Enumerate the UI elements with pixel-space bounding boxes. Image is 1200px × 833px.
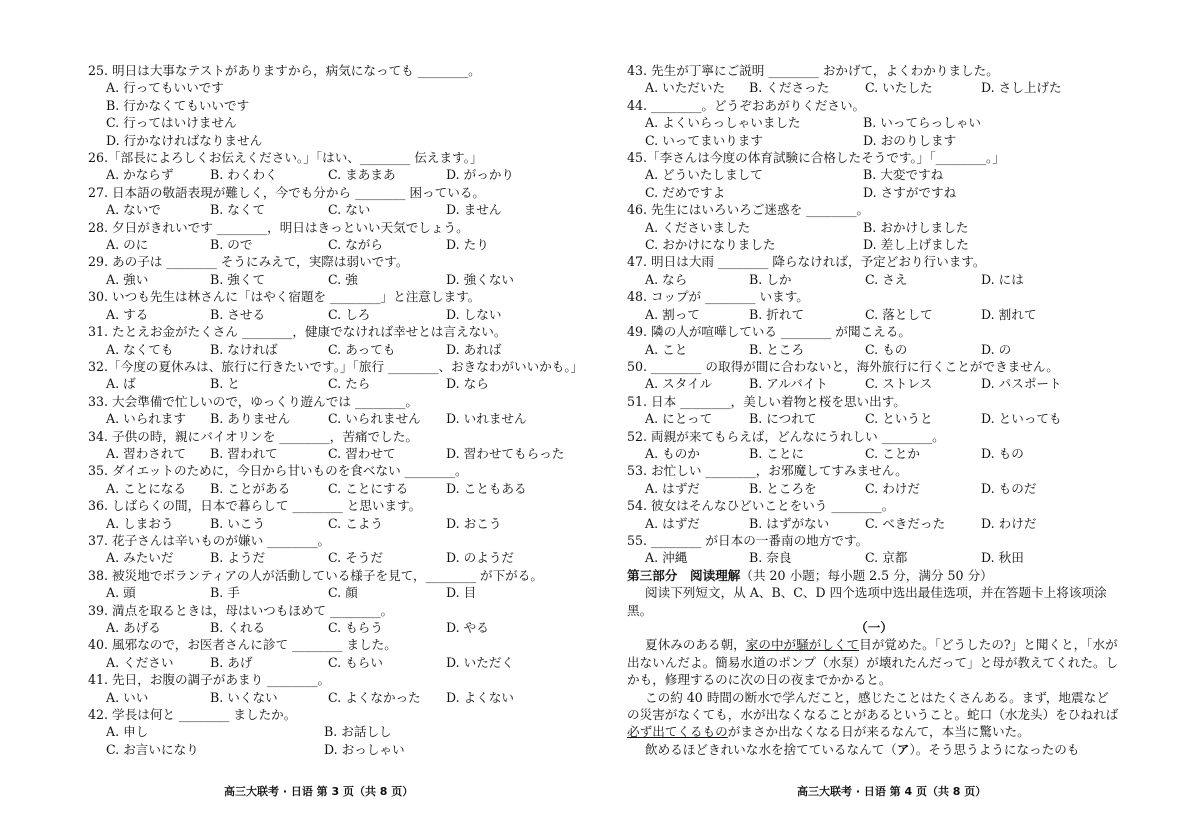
answer-option: C. 京都	[865, 550, 908, 566]
left-page	[88, 62, 588, 758]
answer-option: B. ので	[210, 237, 253, 253]
answer-option: D. さすがですね	[863, 184, 957, 200]
left-page-footer: 高三大联考 · 日语 第 3 页（共 8 页）	[224, 785, 414, 798]
answer-option: D. もの	[981, 445, 1024, 461]
answer-option: C. たら	[328, 376, 371, 392]
answer-option: C. もらう	[328, 620, 383, 635]
question-stem: 37. 花子さんは辛いものが嫌い ________。	[88, 532, 331, 548]
passage-text: 目が覚めた。「どうしたの?」と聞くと，「水が出ないんだよ。簡易水道のポンプ（水泵）が壊れたんだって」と母が教えてくれた。しかも，修理するのに次の日の夜までかかると。	[627, 637, 1119, 688]
answer-option: C. べきだった	[865, 515, 946, 531]
answer-option: C. もらい	[328, 654, 383, 670]
answer-option: A. どういたしまして	[645, 167, 763, 183]
answer-options-row	[88, 375, 588, 392]
answer-option: A. のに	[106, 237, 149, 253]
answer-option: C. こよう	[328, 515, 383, 531]
answer-option: A. いられます	[106, 411, 187, 427]
answer-option: D. 割れて	[981, 306, 1037, 322]
answer-option: B. 大変ですね	[863, 167, 944, 183]
answer-option: B. 強くて	[210, 271, 266, 287]
answer-option: D. がっかり	[446, 167, 515, 183]
answer-option: A. しまおう	[106, 515, 174, 531]
answer-option: B. なければ	[210, 341, 278, 357]
underlined-phrase: 家の中が騒がしくて	[745, 637, 860, 653]
section-title: 第三部分 阅读理解	[627, 567, 741, 583]
answer-option: B. ことに	[749, 445, 805, 461]
answer-options-row	[88, 689, 588, 706]
answer-option: C. さえ	[865, 271, 908, 287]
answer-option: D. パスポート	[981, 376, 1062, 392]
answer-options-row	[627, 480, 1121, 497]
answer-option: D. のようだ	[446, 550, 515, 566]
answer-option: D. おっしゃい	[324, 741, 405, 757]
answer-option: D. たり	[446, 237, 489, 253]
question-stem: 32.「今度の夏休みは、旅行に行きたいです。」「旅行 ________、おきなわがいいかも。」	[88, 358, 584, 374]
answer-option: B. いってらっしゃい	[863, 115, 982, 131]
answer-options-row	[88, 741, 588, 758]
question-stem: 40. 風邪なので，お医者さんに診て ________ ました。	[88, 637, 397, 653]
right-page-footer: 高三大联考 · 日语 第 4 页（共 8 页）	[797, 785, 987, 798]
answer-options-row	[627, 445, 1121, 462]
blank-marker: ア	[896, 741, 910, 757]
answer-options-row	[88, 480, 588, 497]
answer-option: B. あげ	[210, 654, 253, 670]
answer-option: C. 顔	[328, 585, 358, 601]
question-stem: 33. 大会準備で忙しいので，ゆっくり遊んでは ________。	[88, 393, 418, 409]
answer-option: C. もの	[865, 341, 908, 357]
section-note: （共 20 小题；每小题 2.5 分，满分 50 分）	[740, 567, 993, 583]
answer-option: C. まあまあ	[328, 167, 396, 183]
answer-options-row	[627, 184, 1121, 201]
answer-option: A. こと	[645, 341, 688, 357]
answer-option: A. 割って	[645, 306, 700, 322]
answer-options-row	[627, 549, 1121, 566]
answer-option: C. ことか	[865, 445, 920, 461]
question-stem: 47. 明日は大雨 ________ 降らなければ，予定どおり行います。	[627, 254, 986, 270]
passage-text: 飲めるほどきれいな水を捨てているなんて（	[645, 741, 897, 757]
answer-option: D. あれば	[446, 341, 502, 357]
answer-option: C. いたした	[865, 80, 933, 96]
answer-options-row	[88, 201, 588, 218]
answer-options-row	[88, 584, 588, 601]
answer-option: A. よくいらっしゃいました	[645, 115, 801, 131]
question-stem: 31. たとえお金がたくさん ________，健康でなければ幸せとは言えない。	[88, 324, 507, 340]
answer-option: D. ません	[446, 202, 502, 218]
answer-option: D. さし上げた	[981, 80, 1062, 96]
answer-option: A. ことになる	[106, 480, 187, 496]
answer-option: B. ありません	[210, 411, 291, 427]
answer-options-row	[88, 654, 588, 671]
answer-option: B. お話しし	[324, 724, 392, 740]
answer-option: A. かならず	[106, 167, 174, 183]
passage-title: （一）	[855, 620, 893, 635]
answer-option: B. 奈良	[749, 550, 792, 566]
question-stem: 53. お忙しい ________，お邪魔してすみません。	[627, 463, 908, 479]
answer-option: C. そうだ	[328, 550, 383, 566]
question-stem: 26.「部長によろしくお伝えください。」「はい、________ 伝えます。」	[88, 150, 483, 166]
answer-option: B. ところを	[749, 480, 817, 496]
answer-option: D. しない	[446, 306, 502, 322]
answer-option: A. いただいた	[645, 80, 726, 96]
answer-options-row	[88, 515, 588, 532]
answer-option: D. わけだ	[981, 515, 1037, 531]
question-stem: 27. 日本語の敬語表現が難しく，今でも分から ________ 困っている。	[88, 184, 486, 200]
answer-option: B. いくない	[210, 689, 278, 705]
answer-option: B. と	[210, 376, 240, 392]
question-stem: 50. ________ の取得が間に合わないと，海外旅行に行くことができません。	[627, 358, 1059, 374]
answer-options-row	[627, 219, 1121, 236]
answer-option: A. スタイル	[645, 376, 713, 392]
answer-option: C. 行ってはいけません	[106, 115, 237, 131]
underlined-phrase: 必ず出てくるもの	[627, 724, 728, 740]
answer-options-row	[627, 515, 1121, 532]
answer-option: A. 沖縄	[645, 550, 688, 566]
answer-option: C. あっても	[328, 341, 396, 357]
passage-paragraph-1	[627, 636, 1121, 688]
answer-option: C. いられません	[328, 411, 421, 427]
answer-option: B. ようだ	[210, 550, 266, 566]
answer-options-row	[627, 341, 1121, 358]
answer-option: D. おのりします	[863, 132, 957, 148]
answer-option: B. わくわく	[210, 167, 278, 183]
answer-option: B. させる	[210, 306, 266, 322]
answer-option: B. おかけしました	[863, 219, 969, 235]
answer-option: D. いただく	[446, 654, 515, 670]
passage-text: 夏休みのある朝，	[645, 637, 746, 653]
question-stem: 41. 先日，お腹の調子があまり ________。	[88, 672, 331, 688]
answer-options-row	[627, 79, 1121, 96]
answer-option: D. やる	[446, 620, 489, 635]
answer-option: B. ことがある	[210, 480, 291, 496]
question-stem: 51. 日本 ________，美しい着物と桜を思い出す。	[627, 393, 906, 409]
answer-options-row	[88, 445, 588, 462]
answer-options-row	[88, 271, 588, 288]
answer-options-row	[88, 166, 588, 183]
answer-option: B. くださった	[749, 80, 830, 96]
answer-option: D. 強くない	[446, 271, 515, 287]
answer-option: C. ながら	[328, 237, 383, 253]
answer-option: B. くれる	[210, 620, 266, 635]
answer-option: A. あげる	[106, 620, 161, 635]
answer-option: C. よくなかった	[328, 689, 421, 705]
answer-option: C. 落として	[865, 306, 933, 322]
answer-option: A. 申し	[106, 724, 149, 740]
answer-option: C. お言いになり	[106, 741, 199, 757]
answer-option: B. 手	[210, 585, 240, 601]
question-stem: 25. 明日は大事なテストがありますから，病気になっても ________。	[88, 63, 481, 78]
answer-option: B. アルバイト	[749, 376, 828, 392]
answer-option: A. ば	[106, 376, 136, 392]
answer-option: D. こともある	[446, 480, 527, 496]
answer-options-row	[88, 723, 588, 740]
question-stem: 43. 先生が丁寧にご説明 ________ おかげて，よくわかりました。	[627, 63, 999, 78]
passage-text: ）。そう思うようになったのも	[909, 741, 1080, 757]
answer-option: D. には	[981, 271, 1024, 287]
answer-option: B. 習われて	[210, 445, 278, 461]
answer-option: B. なくて	[210, 202, 266, 218]
question-stem: 49. 隣の人が喧嘩している ________ が聞こえる。	[627, 324, 911, 340]
answer-option: B. につれて	[749, 411, 817, 427]
answer-options-row	[88, 619, 588, 636]
answer-option: A. ないで	[106, 202, 161, 218]
answer-options-row	[88, 341, 588, 358]
answer-option: D. 習わせてもらった	[446, 445, 565, 461]
answer-options-row	[627, 166, 1121, 183]
question-stem: 39. 満点を取るときは，母はいつもほめて ________。	[88, 602, 394, 618]
answer-option: A. はずだ	[645, 480, 700, 496]
answer-option: A. なくても	[106, 341, 174, 357]
answer-option: A. くださいました	[645, 219, 751, 235]
answer-options-row	[88, 549, 588, 566]
answer-option: B. 行かなくてもいいです	[106, 97, 250, 113]
answer-option: D. 行かなければなりません	[106, 132, 263, 148]
question-stem: 44. ________。どうぞおあがりください。	[627, 97, 866, 113]
question-stem: 30. いつも先生は林さんに「はやく宿題を ________」と注意します。	[88, 289, 481, 305]
answer-option: C. ことにする	[328, 480, 409, 496]
answer-option: D. の	[981, 341, 1012, 357]
question-stem: 36. しばらくの間，日本で暮らして ________ と思います。	[88, 498, 422, 514]
answer-option: A. 習わされて	[106, 445, 187, 461]
answer-options-row	[88, 306, 588, 323]
question-stem: 55. ________ が日本の一番南の地方です。	[627, 532, 869, 548]
answer-option: A. 強い	[106, 271, 149, 287]
answer-option: A. にとって	[645, 411, 713, 427]
question-stem: 52. 両親が来てもらえば，どんなにうれしい ________。	[627, 428, 945, 444]
question-stem: 42. 学長は何と ________ ましたか。	[88, 707, 297, 723]
question-stem: 45.「李さんは今度の体育試験に合格したそうです。」「________。」	[627, 150, 1005, 166]
answer-option: B. 折れて	[749, 306, 805, 322]
answer-options-row	[627, 375, 1121, 392]
right-question-list	[627, 62, 1121, 567]
right-page	[627, 62, 1121, 758]
answer-options-row	[627, 132, 1121, 149]
question-stem: 54. 彼女はそんなひどいことをいう ________。	[627, 498, 895, 514]
answer-option: D. ものだ	[981, 480, 1037, 496]
answer-option: D. よくない	[446, 689, 515, 705]
question-stem: 34. 子供の時，親にバイオリンを ________，苦痛でした。	[88, 428, 418, 444]
answer-option: D. 秋田	[981, 550, 1024, 566]
answer-option: C. というと	[865, 411, 933, 427]
question-stem: 48. コップが ________ います。	[627, 289, 809, 305]
question-stem: 35. ダイエットのために，今日から甘いものを食べない ________。	[88, 463, 468, 479]
answer-option: D. なら	[446, 376, 489, 392]
answer-option: C. だめですよ	[645, 184, 726, 200]
answer-option: A. はずだ	[645, 515, 700, 531]
answer-option: B. はずがない	[749, 515, 830, 531]
answer-option: C. 習わせて	[328, 445, 396, 461]
answer-option: A. みたいだ	[106, 550, 174, 566]
answer-option: A. ください	[106, 654, 174, 670]
answer-option: A. いい	[106, 689, 149, 705]
answer-option: C. しろ	[328, 306, 371, 322]
answer-option: A. する	[106, 306, 149, 322]
answer-options-row	[88, 410, 588, 427]
passage-paragraph-2	[627, 689, 1121, 741]
answer-option: D. といっても	[981, 411, 1062, 427]
answer-option: D. 差し上げました	[863, 237, 969, 253]
answer-option: A. なら	[645, 271, 688, 287]
answer-options-row	[627, 236, 1121, 253]
answer-option: A. ものか	[645, 445, 700, 461]
answer-option: D. おこう	[446, 515, 502, 531]
answer-option: B. いこう	[210, 515, 266, 531]
answer-option: C. 強	[328, 271, 358, 287]
answer-option: A. 行ってもいいです	[106, 80, 224, 96]
answer-option: C. わけだ	[865, 480, 920, 496]
section-heading	[627, 567, 1121, 584]
answer-options-row	[627, 410, 1121, 427]
answer-options-row	[627, 271, 1121, 288]
answer-option: B. しか	[749, 271, 792, 287]
answer-options-row	[627, 114, 1121, 131]
answer-option: D. 目	[446, 585, 477, 601]
answer-option: C. ストレス	[865, 376, 933, 392]
answer-options-row	[88, 236, 588, 253]
question-stem: 46. 先生にはいろいろご迷惑を ________。	[627, 202, 870, 218]
answer-option: C. ない	[328, 202, 371, 218]
passage-paragraph-3	[627, 741, 1121, 758]
answer-options-row	[627, 306, 1121, 323]
section-instruction: 阅读下列短文，从 A、B、C、D 四个选项中选出最佳选项，并在答题卡上将该项涂黑。	[627, 585, 1107, 618]
question-stem: 29. あの子は ________ そうにみえて，実際は弱いです。	[88, 254, 409, 270]
passage-text: がまさか出なくなる日が来るなんて，本当に驚いた。	[727, 724, 1030, 740]
answer-option: B. ところ	[749, 341, 805, 357]
passage-text: この約 40 時間の断水で学んだこと，感じたことはたくさんある。まず，地震などの災害がなくても，水が出なくなることがあるということ。蛇口（水龙头）をひねれば	[627, 689, 1119, 723]
answer-option: D. いれません	[446, 411, 527, 427]
answer-option: A. 頭	[106, 585, 136, 601]
question-stem: 38. 被災地でボランティアの人が活動している様子を見て，________ が下がる。	[88, 567, 543, 583]
answer-option: C. いってまいります	[645, 132, 763, 148]
answer-option: C. おかけになりました	[645, 237, 776, 253]
question-stem: 28. 夕日がきれいです ________，明日はきっといい天気でしょう。	[88, 219, 469, 235]
